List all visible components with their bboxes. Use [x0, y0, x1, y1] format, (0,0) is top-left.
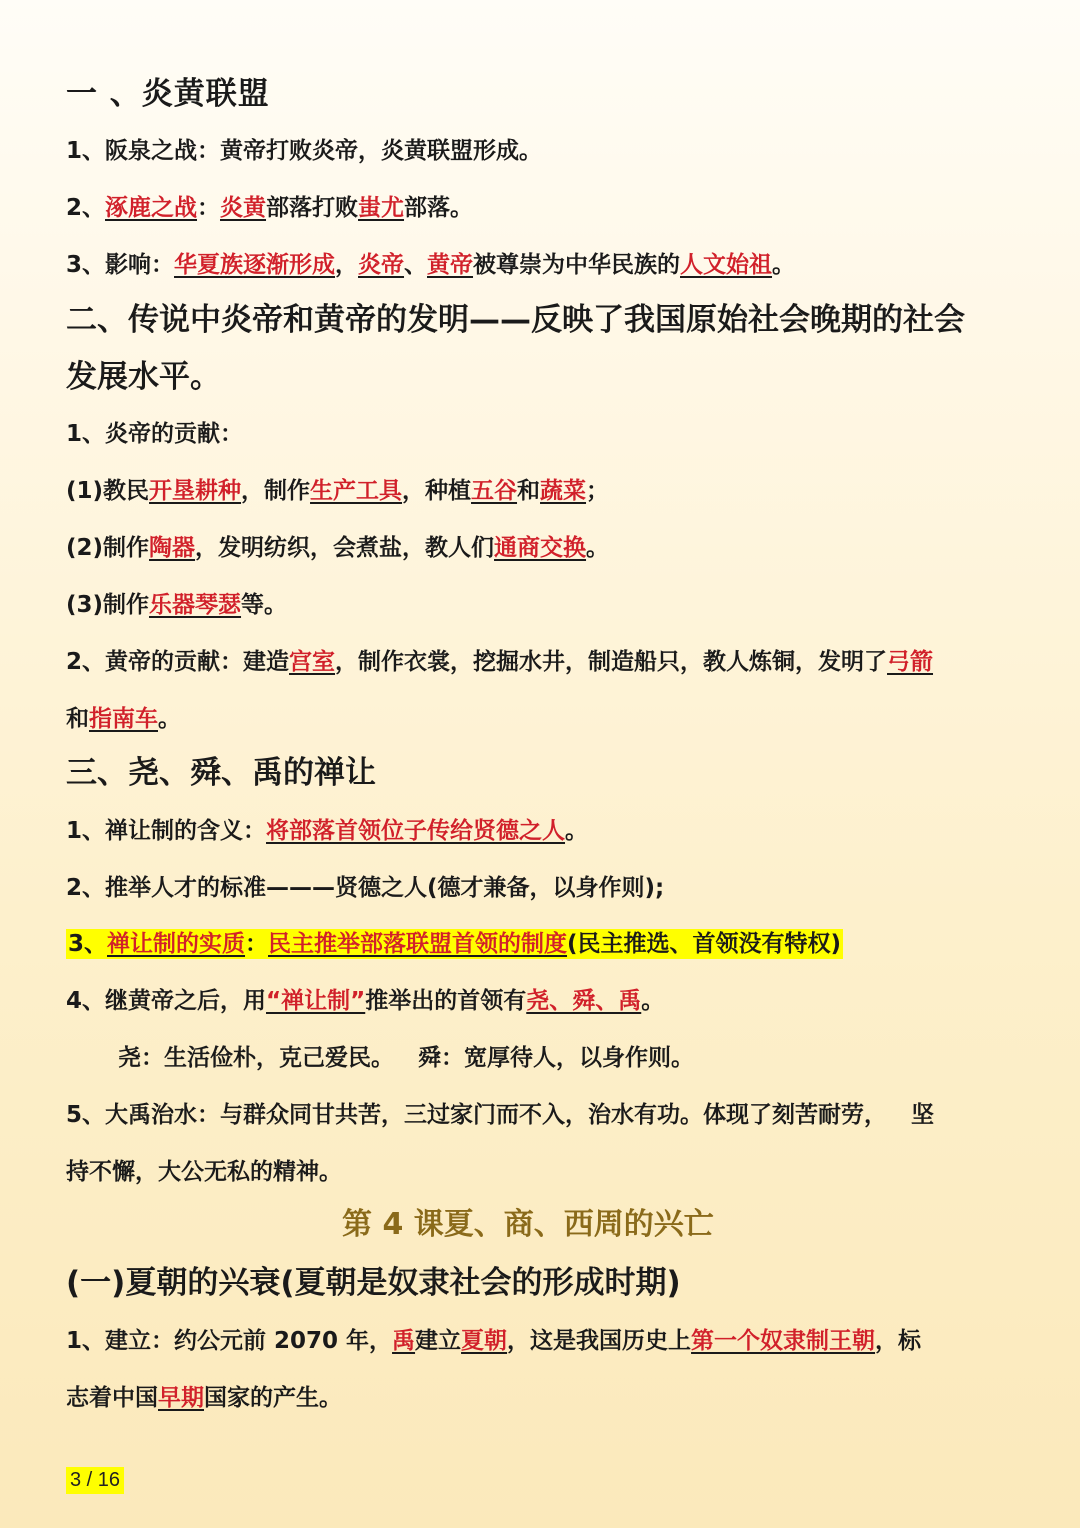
text-line: 2、黄帝的贡献：建造宫室，制作衣裳，挖掘水井，制造船只，教人炼铜，发明了弓箭	[66, 649, 934, 675]
lesson-heading: 第 4 课夏、商、西周的兴亡	[342, 1207, 714, 1242]
text-line: (3)制作乐器琴瑟等。	[66, 592, 288, 618]
text-line: (2)制作陶器，发明纺织，会煮盐，教人们通商交换。	[66, 535, 610, 561]
highlighted-line: 3、禅让制的实质：民主推举部落联盟首领的制度(民主推选、首领没有特权)	[68, 931, 842, 957]
text-line: 1、建立：约公元前 2070 年，禹建立夏朝，这是我国历史上第一个奴隶制王朝，标	[66, 1328, 922, 1354]
text-line: 1、阪泉之战：黄帝打败炎帝，炎黄联盟形成。	[66, 138, 543, 164]
section-2-title: 二、传说中炎帝和黄帝的发明——反映了我国原始社会晚期的社会	[66, 302, 965, 338]
text-line: 1、炎帝的贡献：	[66, 421, 244, 447]
text-line: 2、推举人才的标准———贤德之人(德才兼备，以身作则);	[66, 875, 665, 901]
text-line: 志着中国早期国家的产生。	[66, 1385, 342, 1411]
text-line: 4、继黄帝之后，用“禅让制”推举出的首领有尧、舜、禹。	[66, 988, 665, 1014]
text-line: 尧：生活俭朴，克己爱民。 舜：宽厚待人，以身作则。	[118, 1045, 695, 1071]
text-line: 和指南车。	[66, 706, 181, 732]
section-4-title: (一)夏朝的兴衰(夏朝是奴隶社会的形成时期)	[66, 1265, 681, 1301]
section-3-title: 三、尧、舜、禹的禅让	[66, 755, 376, 791]
text-line: 持不懈，大公无私的精神。	[66, 1159, 342, 1185]
text-line: 2、涿鹿之战：炎黄部落打败蚩尤部落。	[66, 195, 474, 221]
text-line: 1、禅让制的含义：将部落首领位子传给贤德之人。	[66, 818, 589, 844]
text-line: (1)教民开垦耕种，制作生产工具，种植五谷和蔬菜；	[66, 478, 610, 504]
text-line: 5、大禹治水：与群众同甘共苦，三过家门而不入，治水有功。体现了刻苦耐劳， 坚	[66, 1102, 935, 1128]
text-line: 3、影响：华夏族逐渐形成，炎帝、黄帝被尊崇为中华民族的人文始祖。	[66, 252, 796, 278]
page-number: 3 / 16	[66, 1467, 124, 1494]
section-2-title-cont: 发展水平。	[66, 359, 221, 395]
section-1-title: 一 、炎黄联盟	[66, 76, 270, 112]
